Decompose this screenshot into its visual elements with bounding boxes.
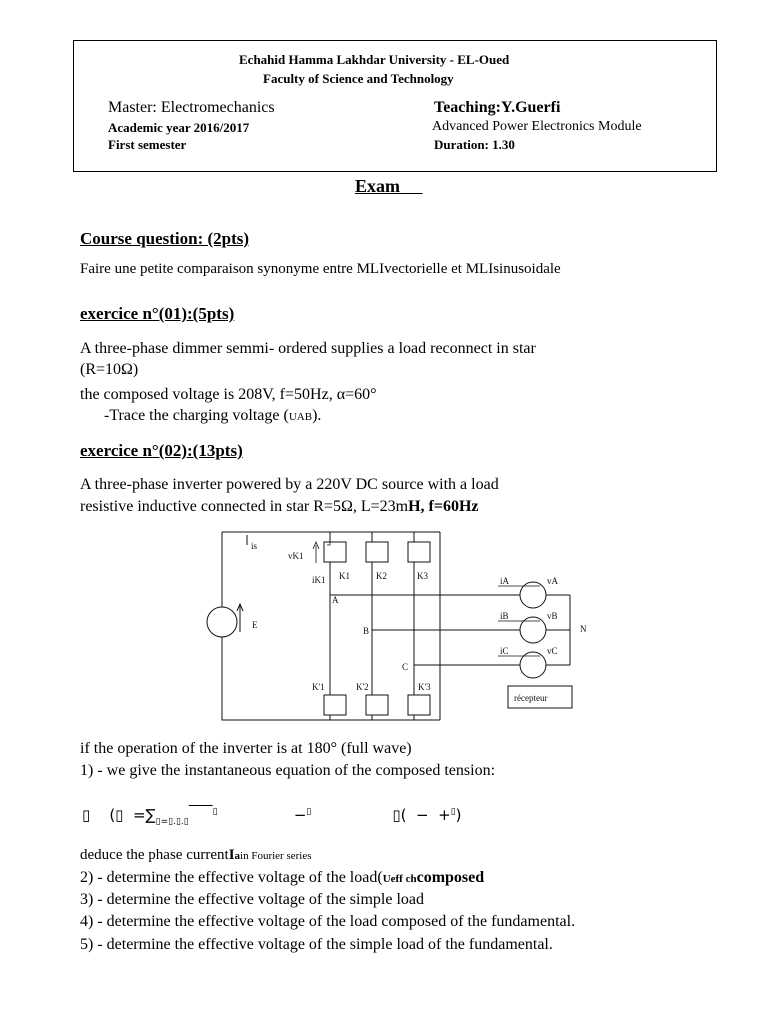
exercise1-line2: (R=10Ω) [80,361,139,378]
label-recepteur: récepteur [514,693,548,703]
academic-year: Academic year 2016/2017 [108,120,250,135]
label-ik1: iK1 [312,575,326,585]
master-label: Master: Electromechanics [108,99,275,116]
equation-placeholder: ▯ (▯ $=\sum_{▯=▯.▯.▯}$ ▯ −▯ ▯( − +▯) [82,806,462,827]
switch-kp3 [408,695,430,715]
label-kp1: K'1 [312,682,325,692]
label-kp2: K'2 [356,682,369,692]
exercise1-line3: the composed voltage is 208V, f=50Hz, α=60° [80,386,377,403]
label-vk1: vK1 [288,551,304,561]
label-ia: iA [500,576,509,586]
exercise2-line1: A three-phase inverter powered by a 220V DC source with a load [80,476,499,493]
label-e: E [252,620,258,630]
course-question-heading: Course question: (2pts) [80,229,250,248]
exercise1-line4: -Trace the charging voltage (UAB). [104,407,322,424]
switch-k2 [366,542,388,562]
label-k1: K1 [339,571,350,581]
label-is: is [251,541,258,551]
question-3: 3) - determine the effective voltage of the simple load [80,891,425,908]
label-vb: vB [547,611,558,621]
deduce-line: deduce the phase currentIain Fourier series [80,847,312,863]
teaching-label: Teaching:Y.Guerfi [434,99,561,116]
label-vc: vC [547,646,558,656]
dc-source-symbol [207,607,237,637]
label-ib: iB [500,611,509,621]
question-1: 1) - we give the instantaneous equation of the composed tension: [80,762,496,779]
operation-line: if the operation of the inverter is at 180° (full wave) [80,740,412,757]
switch-k3 [408,542,430,562]
module-name: Advanced Power Electronics Module [432,119,642,134]
university-name: Echahid Hamma Lakhdar University - EL-Oued [239,52,510,67]
label-n: N [580,624,587,634]
label-ic: iC [500,646,509,656]
label-k3: K3 [417,571,428,581]
duration: Duration: 1.30 [434,137,515,152]
label-kp3: K'3 [418,682,431,692]
switch-kp2 [366,695,388,715]
exercise1-line1: A three-phase dimmer semmi- ordered supplies a load reconnect in star [80,340,536,357]
label-k2: K2 [376,571,387,581]
switch-kp1 [324,695,346,715]
faculty-name: Faculty of Science and Technology [263,71,454,86]
label-b: B [363,626,370,636]
question-5: 5) - determine the effective voltage of the simple load of the fundamental. [80,936,553,953]
label-va: vA [547,576,558,586]
exam-title: Exam [355,176,400,196]
course-question-text: Faire une petite comparaison synonyme entre MLIvectorielle et MLIsinusoidale [80,261,561,277]
question-4: 4) - determine the effective voltage of the load composed of the fundamental. [80,913,576,930]
exercise2-line2: resistive inductive connected in star R=5Ω, L=23mH, f=60Hz [80,498,479,515]
exercise1-heading: exercice n°(01):(5pts) [80,304,235,323]
exercise2-heading: exercice n°(02):(13pts) [80,441,243,460]
semester: First semester [108,137,187,152]
label-c: C [402,662,409,672]
question-2: 2) - determine the effective voltage of the load(Ueff chcomposed [80,869,485,886]
label-a: A [332,595,339,605]
